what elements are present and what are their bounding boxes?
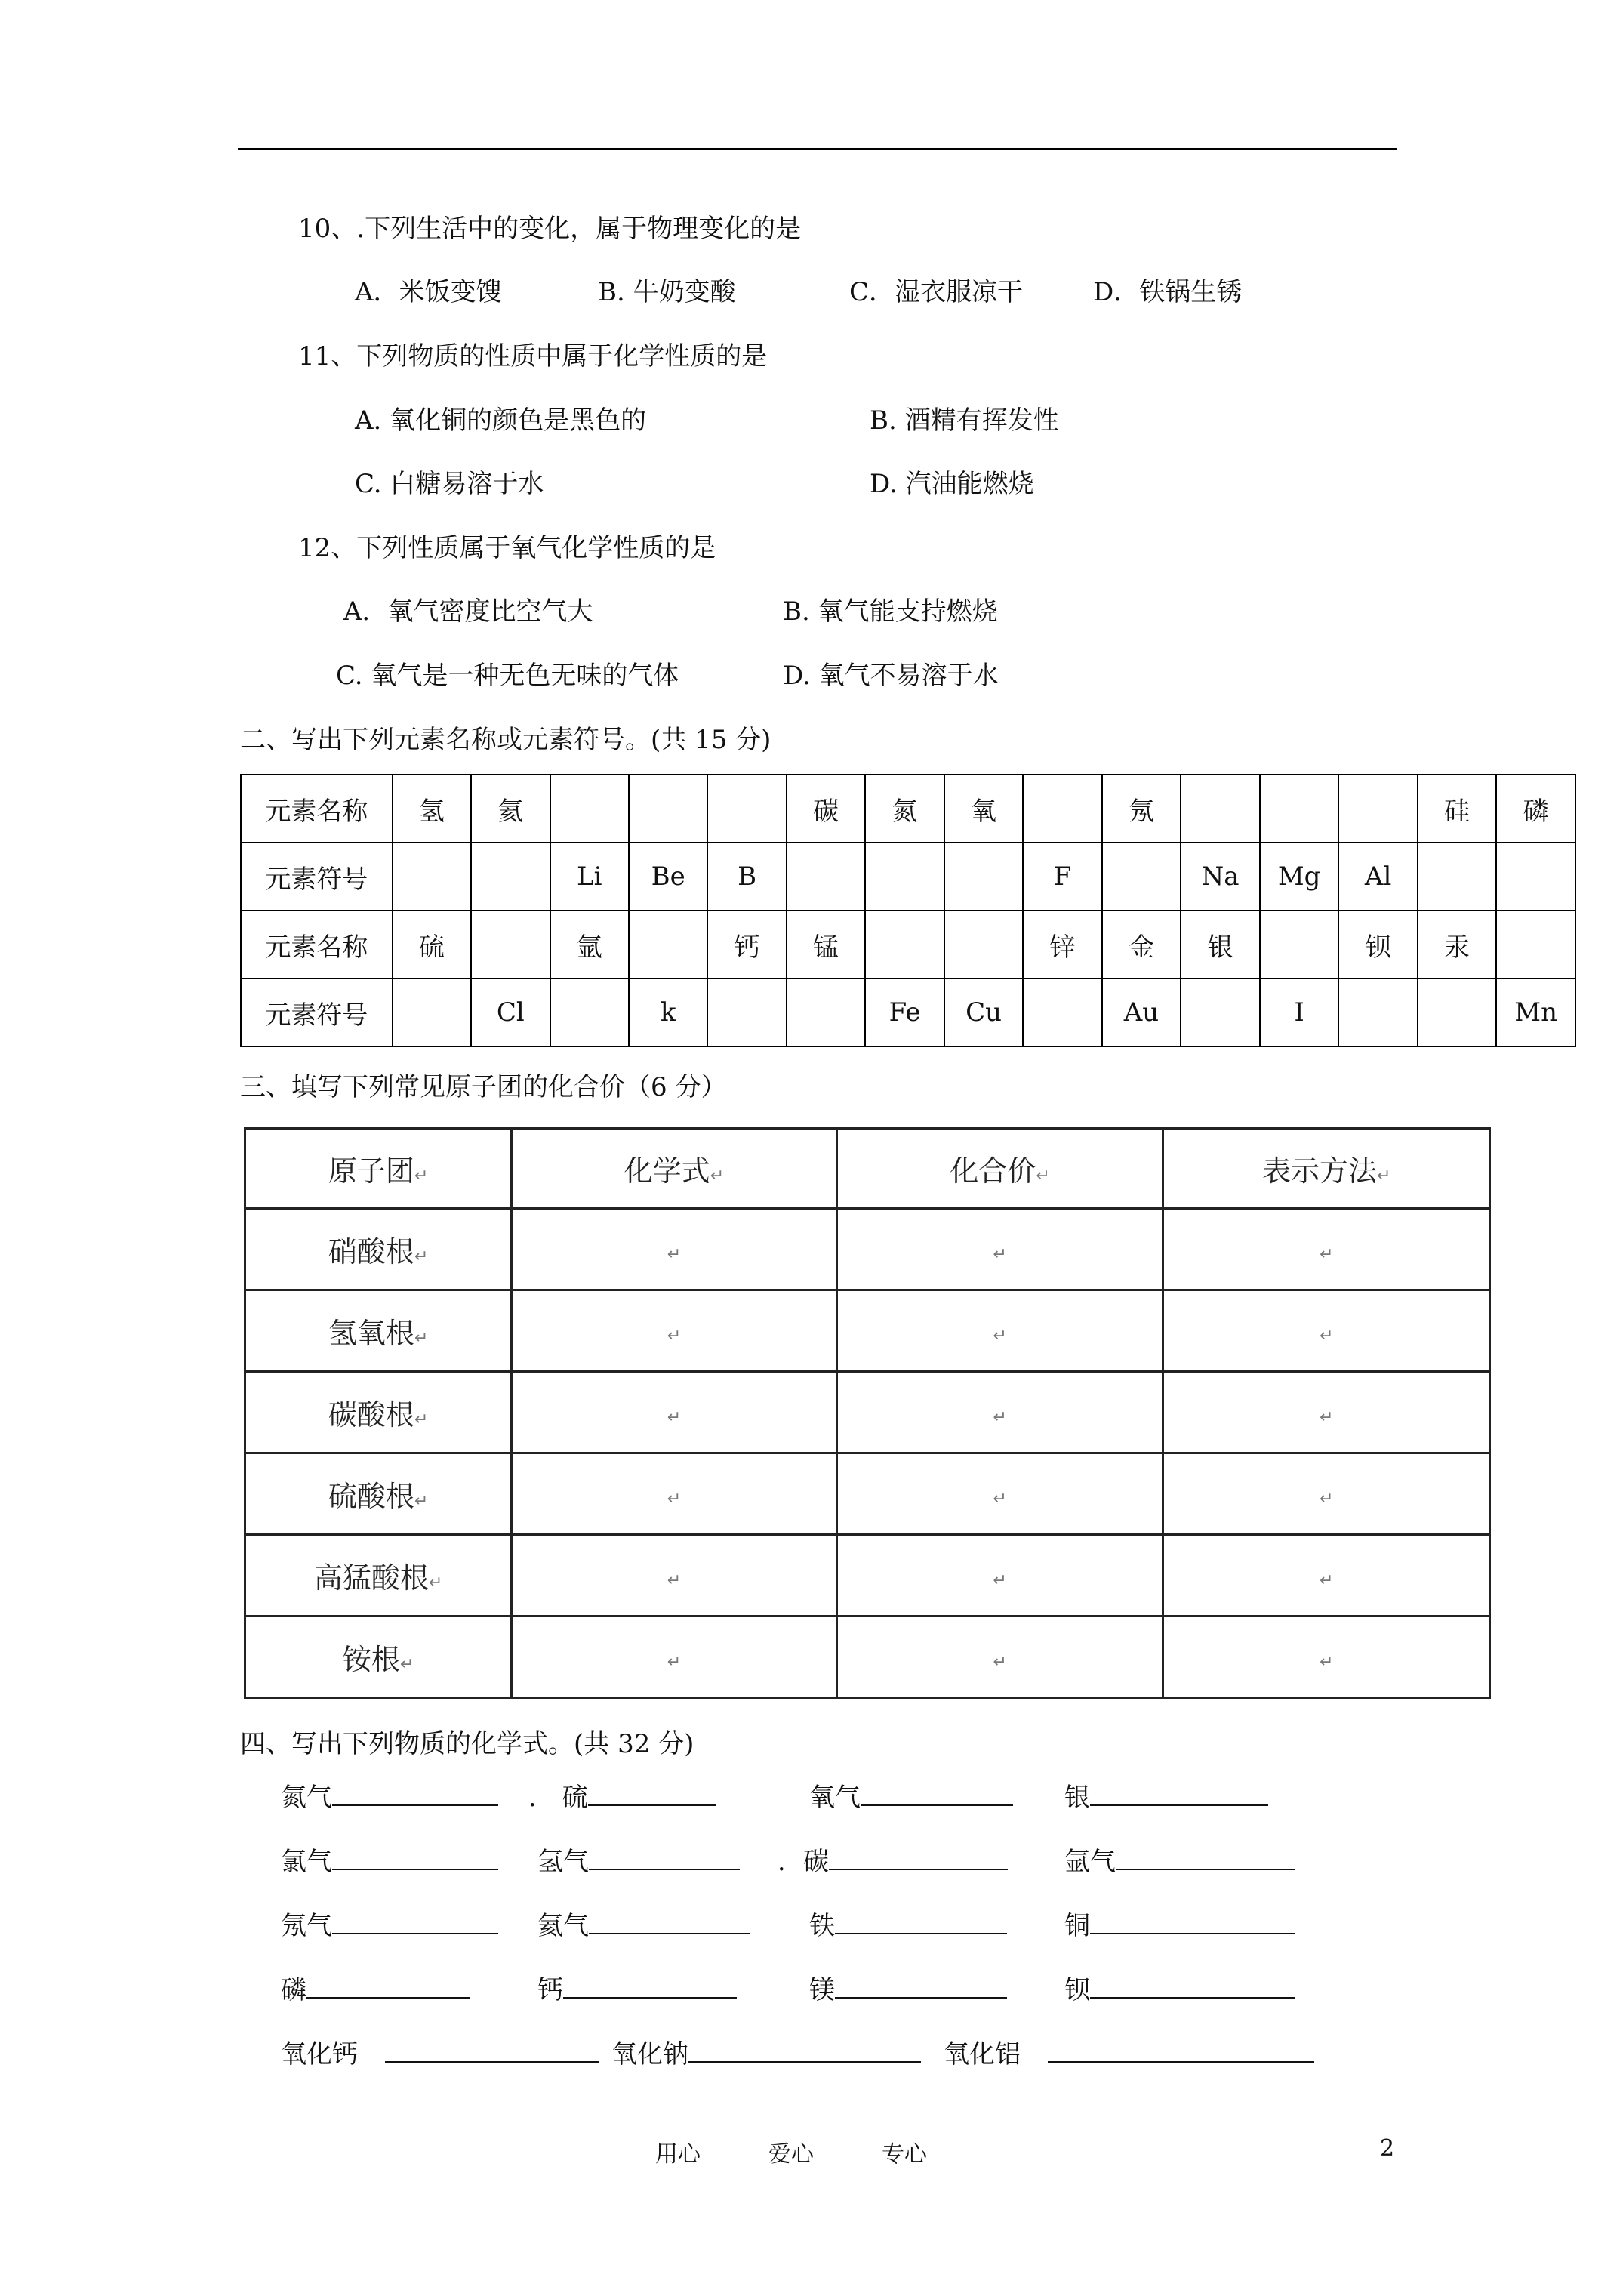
element-cell: 钙 — [707, 911, 786, 978]
answer-blank[interactable] — [1090, 1910, 1295, 1934]
radical-valence-cell[interactable] — [836, 1535, 1163, 1616]
radical-notation-cell[interactable] — [1163, 1453, 1490, 1535]
paragraph-mark-icon: ↵ — [414, 1492, 429, 1511]
element-cell: 钡 — [1338, 911, 1417, 978]
element-cell: 氩 — [550, 911, 629, 978]
element-cell — [1338, 775, 1417, 843]
answer-blank[interactable] — [688, 2039, 921, 2063]
element-cell: 汞 — [1418, 911, 1496, 978]
radical-valence-cell[interactable] — [836, 1616, 1163, 1698]
element-cell: 银 — [1181, 911, 1260, 978]
answer-blank[interactable] — [589, 1846, 740, 1870]
element-cell — [1102, 843, 1181, 911]
answer-blank[interactable] — [332, 1782, 498, 1806]
fill-in-label: ． 硫 — [528, 1783, 588, 1813]
radical-notation-cell[interactable] — [1163, 1290, 1490, 1372]
fill-in-item — [537, 1974, 737, 2005]
element-cell — [1023, 775, 1101, 843]
answer-blank[interactable] — [589, 1910, 750, 1934]
paragraph-mark-icon: ↵ — [414, 1247, 429, 1266]
q11-option-d: D. 汽油能燃烧 — [870, 469, 1034, 499]
element-row-header: 元素名称 — [241, 911, 393, 978]
fill-in-item — [537, 1846, 740, 1877]
element-cell: Li — [550, 843, 629, 911]
fill-in-label: 磷 — [281, 1975, 306, 2005]
element-cell: 氖 — [1102, 775, 1181, 843]
answer-blank[interactable] — [385, 2039, 599, 2063]
fill-in-label: 钡 — [1064, 1975, 1090, 2005]
element-cell: Al — [1338, 843, 1417, 911]
element-cell — [393, 978, 471, 1046]
element-cell — [707, 978, 786, 1046]
fill-in-label: 氦气 — [537, 1911, 589, 1941]
radical-formula-cell[interactable] — [512, 1453, 837, 1535]
paragraph-mark-icon: ↵ — [993, 1570, 1007, 1590]
element-cell: 硅 — [1418, 775, 1496, 843]
radical-notation-cell[interactable] — [1163, 1372, 1490, 1453]
element-row-header: 元素符号 — [241, 843, 393, 911]
element-cell: I — [1260, 978, 1339, 1046]
fill-in-item — [1064, 1782, 1268, 1813]
radical-name — [245, 1616, 512, 1698]
element-cell: B — [707, 843, 786, 911]
fill-in-item — [1064, 1974, 1295, 2005]
paragraph-mark-icon: ↵ — [667, 1244, 682, 1264]
fill-in-label: 镁 — [809, 1975, 835, 2005]
answer-blank[interactable] — [835, 1974, 1007, 1999]
radical-name-text: 碳酸根 — [328, 1398, 414, 1432]
element-cell — [1496, 843, 1575, 911]
element-cell: 硫 — [393, 911, 471, 978]
element-table-row — [241, 911, 1575, 978]
paragraph-mark-icon: ↵ — [399, 1655, 414, 1674]
element-cell — [550, 775, 629, 843]
radical-row — [245, 1372, 1490, 1453]
answer-blank[interactable] — [306, 1974, 470, 1999]
answer-blank[interactable] — [332, 1910, 498, 1934]
element-cell — [1181, 978, 1260, 1046]
element-cell: 氮 — [865, 775, 944, 843]
fill-in-item — [281, 2039, 599, 2069]
paragraph-mark-icon: ↵ — [414, 1329, 429, 1348]
q10-option-a: A．米饭变馊 — [355, 277, 502, 307]
page-number: 2 — [1380, 2135, 1395, 2162]
fill-in-label: 钙 — [537, 1975, 563, 2005]
radical-name — [245, 1535, 512, 1616]
element-cell: Mn — [1496, 978, 1575, 1046]
element-cell — [787, 843, 865, 911]
element-table — [240, 774, 1576, 1047]
paragraph-mark-icon: ↵ — [1319, 1326, 1334, 1345]
element-cell: Au — [1102, 978, 1181, 1046]
element-cell — [1418, 978, 1496, 1046]
radical-valence-cell[interactable] — [836, 1453, 1163, 1535]
element-cell: 锰 — [787, 911, 865, 978]
radical-name-text: 铵根 — [342, 1643, 400, 1676]
fill-in-label: 氧化钙 — [281, 2039, 358, 2069]
q11-option-b: B. 酒精有挥发性 — [870, 405, 1059, 436]
paragraph-mark-icon: ↵ — [993, 1326, 1007, 1345]
q10-option-d: D．铁锅生锈 — [1093, 277, 1243, 307]
radical-valence-cell[interactable] — [836, 1209, 1163, 1290]
element-cell — [1181, 775, 1260, 843]
radical-name — [245, 1290, 512, 1372]
paragraph-mark-icon: ↵ — [414, 1410, 429, 1429]
radical-formula-cell[interactable] — [512, 1535, 837, 1616]
radical-name-text: 氢氧根 — [328, 1317, 414, 1350]
paragraph-mark-icon: ↵ — [993, 1407, 1007, 1427]
header-valence: 化合价↵ — [836, 1129, 1163, 1209]
radical-name-text: 硝酸根 — [328, 1235, 414, 1268]
element-cell — [944, 911, 1024, 978]
answer-blank[interactable] — [1048, 2039, 1314, 2063]
radical-row — [245, 1209, 1490, 1290]
fill-in-label: 氢气 — [537, 1847, 589, 1877]
question-11-stem: 11、下列物质的性质中属于化学性质的是 — [298, 341, 768, 371]
answer-blank[interactable] — [332, 1846, 498, 1870]
footer-text-3: 专心 — [882, 2141, 927, 2168]
radical-notation-cell[interactable] — [1163, 1535, 1490, 1616]
element-cell: F — [1023, 843, 1101, 911]
fill-in-label: 铜 — [1064, 1911, 1090, 1941]
element-cell — [707, 775, 786, 843]
element-cell — [1418, 843, 1496, 911]
radical-name-text: 硫酸根 — [328, 1480, 414, 1513]
fill-in-label: ．碳 — [778, 1847, 829, 1877]
element-cell: 氧 — [944, 775, 1024, 843]
paragraph-mark-icon: ↵ — [1319, 1570, 1334, 1590]
element-cell — [1338, 978, 1417, 1046]
radical-row — [245, 1290, 1490, 1372]
fill-in-label: 氧化铝 — [944, 2039, 1021, 2069]
q12-option-c: C. 氧气是一种无色无味的气体 — [336, 661, 679, 691]
radical-formula-cell[interactable] — [512, 1372, 837, 1453]
fill-in-item — [611, 2039, 921, 2069]
element-cell: Fe — [865, 978, 944, 1046]
element-cell — [629, 775, 708, 843]
answer-blank[interactable] — [563, 1974, 737, 1999]
element-cell — [865, 911, 944, 978]
fill-in-item — [1064, 1846, 1295, 1877]
element-cell — [471, 843, 550, 911]
radical-row — [245, 1616, 1490, 1698]
paragraph-mark-icon: ↵ — [1319, 1244, 1334, 1264]
section2-title: 二、写出下列元素名称或元素符号。(共 15 分) — [240, 725, 771, 755]
element-cell: Cu — [944, 978, 1024, 1046]
paragraph-mark-icon: ↵ — [1319, 1489, 1334, 1509]
radical-formula-cell[interactable] — [512, 1290, 837, 1372]
q11-option-c: C. 白糖易溶于水 — [355, 469, 544, 499]
section4-title: 四、写出下列物质的化学式。(共 32 分) — [240, 1729, 694, 1759]
fill-in-item — [809, 1974, 1007, 2005]
fill-in-label: 氩气 — [1064, 1847, 1116, 1877]
element-cell — [393, 843, 471, 911]
answer-blank[interactable] — [835, 1910, 1007, 1934]
header-radical: 原子团↵ — [245, 1129, 512, 1209]
footer-text-2: 爱心 — [768, 2141, 814, 2168]
fill-in-label: 氧化钠 — [611, 2039, 688, 2069]
element-cell: 锌 — [1023, 911, 1101, 978]
header-notation: 表示方法↵ — [1163, 1129, 1490, 1209]
fill-in-item — [809, 1910, 1007, 1941]
paragraph-mark-icon: ↵ — [428, 1573, 443, 1592]
element-cell — [1023, 978, 1101, 1046]
element-cell: 氢 — [393, 775, 471, 843]
element-table-row — [241, 775, 1575, 843]
q12-option-b: B. 氧气能支持燃烧 — [783, 596, 998, 627]
element-table-row — [241, 978, 1575, 1046]
fill-in-label: 氖气 — [281, 1911, 332, 1941]
paragraph-mark-icon: ↵ — [667, 1489, 682, 1509]
q10-option-c: C．湿衣服凉干 — [849, 277, 1024, 307]
paragraph-mark-icon: ↵ — [993, 1244, 1007, 1264]
element-cell — [471, 911, 550, 978]
header-formula: 化学式↵ — [512, 1129, 837, 1209]
fill-in-item — [778, 1846, 1008, 1877]
element-table-row — [241, 843, 1575, 911]
element-cell: Mg — [1260, 843, 1339, 911]
element-cell: Na — [1181, 843, 1260, 911]
paragraph-mark-icon: ↵ — [993, 1489, 1007, 1509]
radical-table-header — [245, 1129, 1490, 1209]
header-rule — [238, 148, 1397, 150]
element-cell: 碳 — [787, 775, 865, 843]
fill-in-item — [537, 1910, 750, 1941]
radical-valence-cell[interactable] — [836, 1372, 1163, 1453]
fill-in-label: 氯气 — [281, 1847, 332, 1877]
element-cell — [1260, 911, 1339, 978]
element-cell: 金 — [1102, 911, 1181, 978]
paragraph-mark-icon: ↵ — [667, 1326, 682, 1345]
paragraph-mark-icon: ↵ — [1319, 1652, 1334, 1672]
fill-in-item — [1064, 1910, 1295, 1941]
element-cell — [550, 978, 629, 1046]
fill-in-label: 银 — [1064, 1783, 1090, 1813]
fill-in-label: 铁 — [809, 1911, 835, 1941]
paragraph-mark-icon: ↵ — [667, 1407, 682, 1427]
element-row-header: 元素名称 — [241, 775, 393, 843]
fill-in-item — [281, 1782, 498, 1813]
radical-formula-cell[interactable] — [512, 1616, 837, 1698]
element-cell: 氦 — [471, 775, 550, 843]
fill-in-item — [944, 2039, 1314, 2069]
radical-name-text: 高猛酸根 — [313, 1561, 429, 1595]
radical-table — [244, 1127, 1491, 1699]
fill-in-item — [281, 1974, 470, 2005]
answer-blank[interactable] — [1090, 1974, 1295, 1999]
section3-title: 三、填写下列常见原子团的化合价（6 分） — [240, 1072, 727, 1102]
element-cell — [944, 843, 1024, 911]
q12-option-a: A．氧气密度比空气大 — [343, 596, 593, 627]
answer-blank[interactable] — [1116, 1846, 1295, 1870]
element-cell: 磷 — [1496, 775, 1575, 843]
element-cell — [787, 978, 865, 1046]
paragraph-mark-icon: ↵ — [1319, 1407, 1334, 1427]
element-cell — [1496, 911, 1575, 978]
element-cell: k — [629, 978, 708, 1046]
answer-blank[interactable] — [829, 1846, 1008, 1870]
radical-notation-cell[interactable] — [1163, 1209, 1490, 1290]
answer-blank[interactable] — [861, 1782, 1013, 1806]
element-cell — [629, 911, 708, 978]
radical-formula-cell[interactable] — [512, 1209, 837, 1290]
element-cell: Be — [629, 843, 708, 911]
question-12-stem: 12、下列性质属于氧气化学性质的是 — [298, 533, 716, 563]
fill-in-item — [281, 1846, 498, 1877]
fill-in-label: 氧气 — [809, 1783, 861, 1813]
element-cell — [865, 843, 944, 911]
radical-name — [245, 1453, 512, 1535]
paragraph-mark-icon: ↵ — [667, 1570, 682, 1590]
q10-option-b: B. 牛奶变酸 — [598, 277, 736, 307]
radical-notation-cell[interactable] — [1163, 1616, 1490, 1698]
fill-in-item — [528, 1782, 716, 1813]
footer-text-1: 用心 — [655, 2141, 701, 2168]
fill-in-label: 氮气 — [281, 1783, 332, 1813]
paragraph-mark-icon: ↵ — [667, 1652, 682, 1672]
element-row-header: 元素符号 — [241, 978, 393, 1046]
answer-blank[interactable] — [588, 1782, 716, 1806]
radical-row — [245, 1453, 1490, 1535]
radical-row — [245, 1535, 1490, 1616]
radical-valence-cell[interactable] — [836, 1290, 1163, 1372]
radical-name — [245, 1372, 512, 1453]
q11-option-a: A. 氧化铜的颜色是黑色的 — [355, 405, 647, 436]
element-cell — [1260, 775, 1339, 843]
answer-blank[interactable] — [1090, 1782, 1268, 1806]
fill-in-item — [809, 1782, 1013, 1813]
radical-name — [245, 1209, 512, 1290]
q12-option-d: D. 氧气不易溶于水 — [783, 661, 999, 691]
paragraph-mark-icon: ↵ — [993, 1652, 1007, 1672]
fill-in-item — [281, 1910, 498, 1941]
question-10-stem: 10、.下列生活中的变化，属于物理变化的是 — [298, 214, 802, 244]
element-cell: Cl — [471, 978, 550, 1046]
